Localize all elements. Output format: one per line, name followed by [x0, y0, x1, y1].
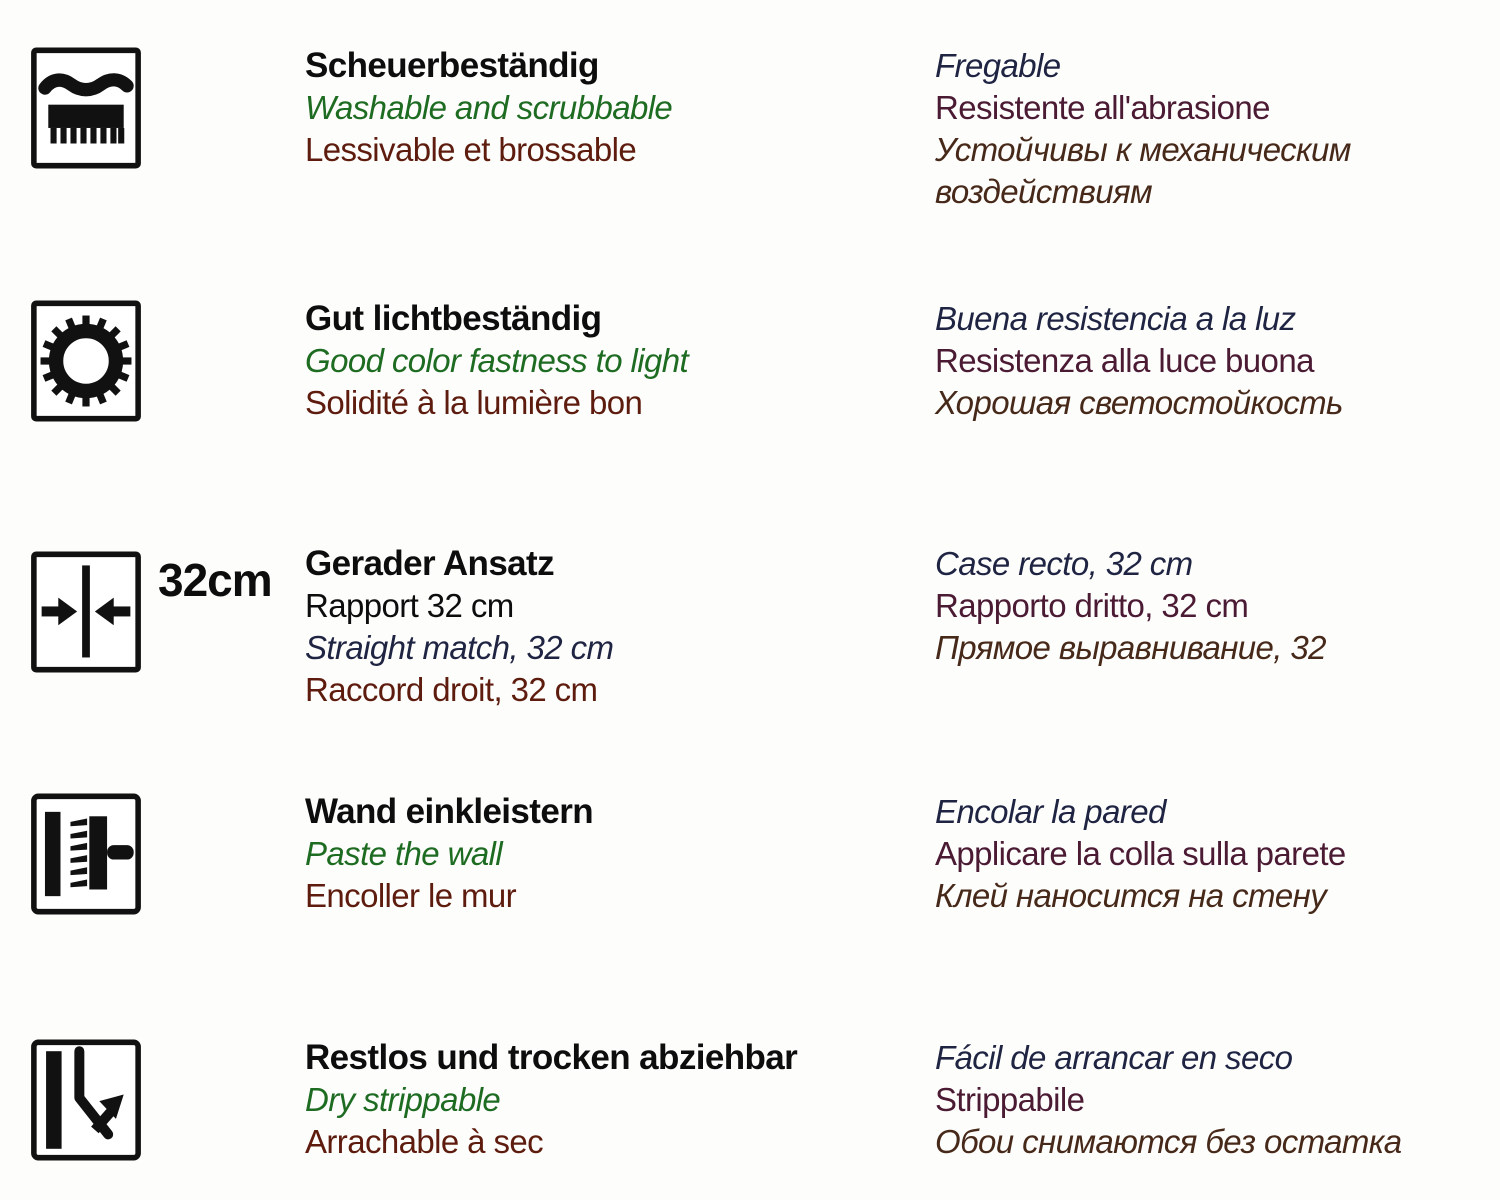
label-es: Fácil de arrancar en seco	[935, 1039, 1293, 1076]
label-ru: Устойчивы к механическим воздействиям	[935, 131, 1351, 210]
light-fastness-sun-gear-icon	[30, 300, 142, 422]
dry-strippable-icon	[30, 1039, 142, 1161]
row-washable-col-de-en-fr	[305, 45, 930, 171]
row-straight-match-col-es-it-ru	[935, 543, 1500, 669]
label-de: Restlos und trocken abziehbar	[305, 1038, 798, 1077]
label-de2: Rapport 32 cm	[305, 587, 514, 624]
label-es: Fregable	[935, 47, 1061, 84]
label-ru: Обои снимаются без остатка	[935, 1123, 1402, 1160]
washable-scrubbable-icon	[30, 47, 142, 169]
row-lightfast-col-de-en-fr	[305, 298, 930, 424]
label-fr: Solidité à la lumière bon	[305, 384, 643, 421]
label-it: Resistenza alla luce buona	[935, 342, 1314, 379]
straight-match-icon	[30, 551, 142, 673]
row-dry-strippable-col-de-en-fr	[305, 1037, 930, 1163]
label-es: Case recto, 32 cm	[935, 545, 1193, 582]
row-straight-match-col-de-en-fr	[305, 543, 930, 711]
label-es: Buena resistencia a la luz	[935, 300, 1296, 337]
label-de: Gerader Ansatz	[305, 544, 555, 583]
label-it: Strippabile	[935, 1081, 1085, 1118]
label-de: Scheuerbeständig	[305, 46, 599, 85]
label-de: Wand einkleistern	[305, 792, 594, 831]
label-fr: Arrachable à sec	[305, 1123, 544, 1160]
label-fr: Raccord droit, 32 cm	[305, 671, 598, 708]
row-paste-wall-col-de-en-fr	[305, 791, 930, 917]
label-ru: Клей наносится на стену	[935, 877, 1327, 914]
label-it: Applicare la colla sulla parete	[935, 835, 1346, 872]
label-ru: Хорошая светостойкость	[935, 384, 1343, 421]
label-es: Encolar la pared	[935, 793, 1166, 830]
label-de: Gut lichtbeständig	[305, 299, 602, 338]
label-fr: Encoller le mur	[305, 877, 517, 914]
label-ru: Прямое выравнивание, 32	[935, 629, 1326, 666]
label-en: Washable and scrubbable	[305, 89, 673, 126]
label-en: Dry strippable	[305, 1081, 501, 1118]
label-it: Resistente all'abrasione	[935, 89, 1270, 126]
label-fr: Lessivable et brossable	[305, 131, 637, 168]
label-it: Rapporto dritto, 32 cm	[935, 587, 1249, 624]
label-en: Good color fastness to light	[305, 342, 689, 379]
repeat-size-badge: 32cm	[158, 554, 272, 606]
row-paste-wall-col-es-it-ru	[935, 791, 1500, 917]
label-en: Straight match, 32 cm	[305, 629, 614, 666]
row-lightfast-col-es-it-ru	[935, 298, 1500, 424]
label-en: Paste the wall	[305, 835, 503, 872]
row-dry-strippable-col-es-it-ru	[935, 1037, 1500, 1163]
row-washable-col-es-it-ru	[935, 45, 1500, 213]
paste-the-wall-icon	[30, 793, 142, 915]
